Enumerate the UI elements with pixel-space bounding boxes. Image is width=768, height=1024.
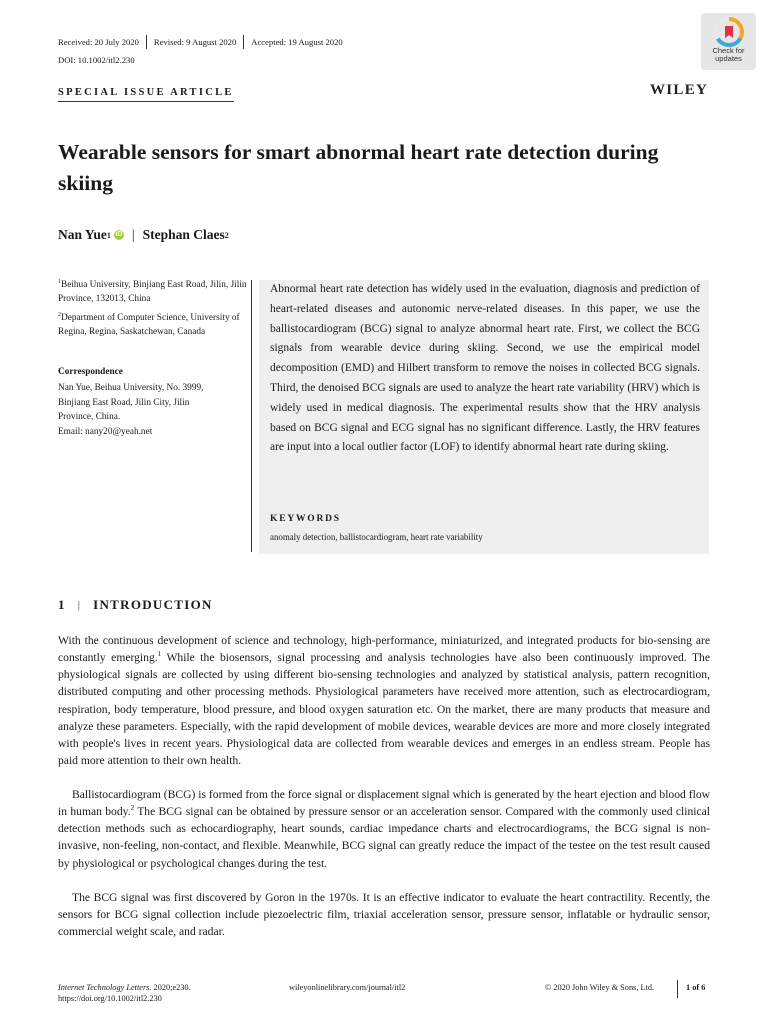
section-number: 1 xyxy=(58,597,66,612)
footer-divider xyxy=(677,980,678,998)
citation-ref[interactable]: 2 xyxy=(130,804,135,813)
abstract-text: Abnormal heart rate detection has widely used in the evaluation, diagnosis and prediction of heart-related diseases and autonomic nerve-related diseases. In this paper, we use the ballistocardiogram (BCG) signal to analyze abnormal heart rate. First, we collect the BCG signals from wearable device during skiing. Second, we use the empirical model decomposition (EMD) and Hilbert transform to remove the noises in collected BCG signals. Third, the denoised BCG signals are used to analyze the heart rate variability (HRV) which is widely used in medical diagnosis. The experimental results show that the HRV analysis based on BCG signal and ECG signal has no significant difference. Lastly, the HRV features are input into a local outlier factor (LOF) to identify abnormal heart rate during skiing. xyxy=(270,283,700,454)
footer-copyright: © 2020 John Wiley & Sons, Ltd. xyxy=(545,983,655,992)
article-dates xyxy=(58,35,343,49)
keywords-heading: KEYWORDS xyxy=(270,514,341,524)
footer-site-link[interactable]: wileyonlinelibrary.com/journal/itl2 xyxy=(289,983,406,992)
body-paragraph: Ballistocardiogram (BCG) is formed from the force signal or displacement signal which is generated by the heart ejection and blood flow in human body.$^2$ The BCG signal can be obtained by pressure sensor or an acceleration sensor. Compared with the commonly used clinical detection methods such as echocardiography, heart sounds, cardiac impedance charts and electrocardiograms, the BCG signal is non-invasive, non-feeling, non-contact, and flexible. Meanwhile, BCG signal can greatly reduce the impact of the testee on the test result caused by physiological or psychological changes during the test. xyxy=(58,788,711,870)
footer-citation: Internet Technology Letters. 2020;e230. https://doi.org/10.1002/itl2.230 xyxy=(58,983,191,1003)
orcid-icon[interactable]: iD xyxy=(115,231,123,238)
author-name[interactable]: Stephan Claes xyxy=(142,227,225,242)
revised-date: Revised: 9 August 2020 xyxy=(153,37,237,47)
author-affiliation-ref: 2 xyxy=(224,230,229,240)
received-date: Received: 20 July 2020 xyxy=(58,37,139,47)
section-title: INTRODUCTION xyxy=(93,597,213,612)
author-separator: | xyxy=(131,227,135,242)
publisher-logo: WILEY xyxy=(650,82,709,98)
affiliation: $^1$Beihua University, Binjiang East Road, Jilin, Jilin Province, 132013, China xyxy=(58,279,247,305)
correspondence-email[interactable]: Email: nany20@yeah.net xyxy=(58,426,153,437)
crossmark-icon xyxy=(714,17,744,47)
doi: DOI: 10.1002/itl2.230 xyxy=(58,55,135,65)
keywords-list: anomaly detection, ballistocardiogram, heart rate variability xyxy=(270,532,483,542)
section-separator: | xyxy=(77,599,82,611)
body-paragraph: The BCG signal was first discovered by Goron in the 1970s. It is an effective indicator to evaluate the heart contractility. Recently, the sensors for BCG signal collection include piezoelectric film, triaxial acceleration sensor, pressure sensor, inflatable or hydraulic sensor, commercial weight scale, and radar. xyxy=(58,891,710,939)
column-divider xyxy=(251,280,252,552)
correspondence-heading: Correspondence xyxy=(58,367,123,377)
accepted-date: Accepted: 19 August 2020 xyxy=(251,37,343,47)
author-affiliation-ref: 1 xyxy=(106,230,111,240)
divider xyxy=(146,35,147,49)
author-name[interactable]: Nan Yue xyxy=(58,227,107,242)
citation-ref[interactable]: 1 xyxy=(157,650,162,659)
check-for-updates-badge[interactable] xyxy=(701,13,756,70)
badge-label-2: updates xyxy=(715,54,742,63)
section-heading xyxy=(58,597,213,613)
badge-label-1: Check for xyxy=(712,46,745,55)
body-paragraph: With the continuous development of science and technology, high-performance, miniaturized, and integrated products for bio-sensing are constantly emerging.$^1$ While the biosensors, signal processing and analysis technologies have also been continuously improved. The physiological signals are collected by using different bio-sensing technologies and analyzed by statistical analysis, pattern recognition, distributed computing and other processing methods. Physiological parameters have received more attention, such as electrocardiogram, respiration, body temperature, blood pressure, and blood oxygen saturation etc. On the market, there are many products that measure and analyze these parameters. Especially, with the rapid development of mobile devices, wearable devices are more and more closely integrated with people's lives in recent years. Physiological data are collected from wearable devices and emerges in an endless stream. People has paid more attention to their own health. xyxy=(58,634,711,768)
author-list xyxy=(58,227,229,243)
affiliation: $^2$Department of Computer Science, University of Regina, Regina, Saskatchewan, Canada xyxy=(58,312,240,338)
divider xyxy=(243,35,244,49)
article-type: SPECIAL ISSUE ARTICLE xyxy=(58,87,234,102)
article-title: Wearable sensors for smart abnormal heart rate detection during skiing xyxy=(58,140,659,195)
footer-doi-link[interactable]: https://doi.org/10.1002/itl2.230 xyxy=(58,994,162,1003)
journal-name: Internet Technology Letters. xyxy=(58,983,152,992)
correspondence-details: Nan Yue, Beihua University, No. 3999, Binjiang East Road, Jilin City, Jilin Province, China. Email: nany20@yeah.net xyxy=(58,381,248,439)
abstract-box xyxy=(259,280,709,554)
page-number: 1 of 6 xyxy=(686,983,706,992)
